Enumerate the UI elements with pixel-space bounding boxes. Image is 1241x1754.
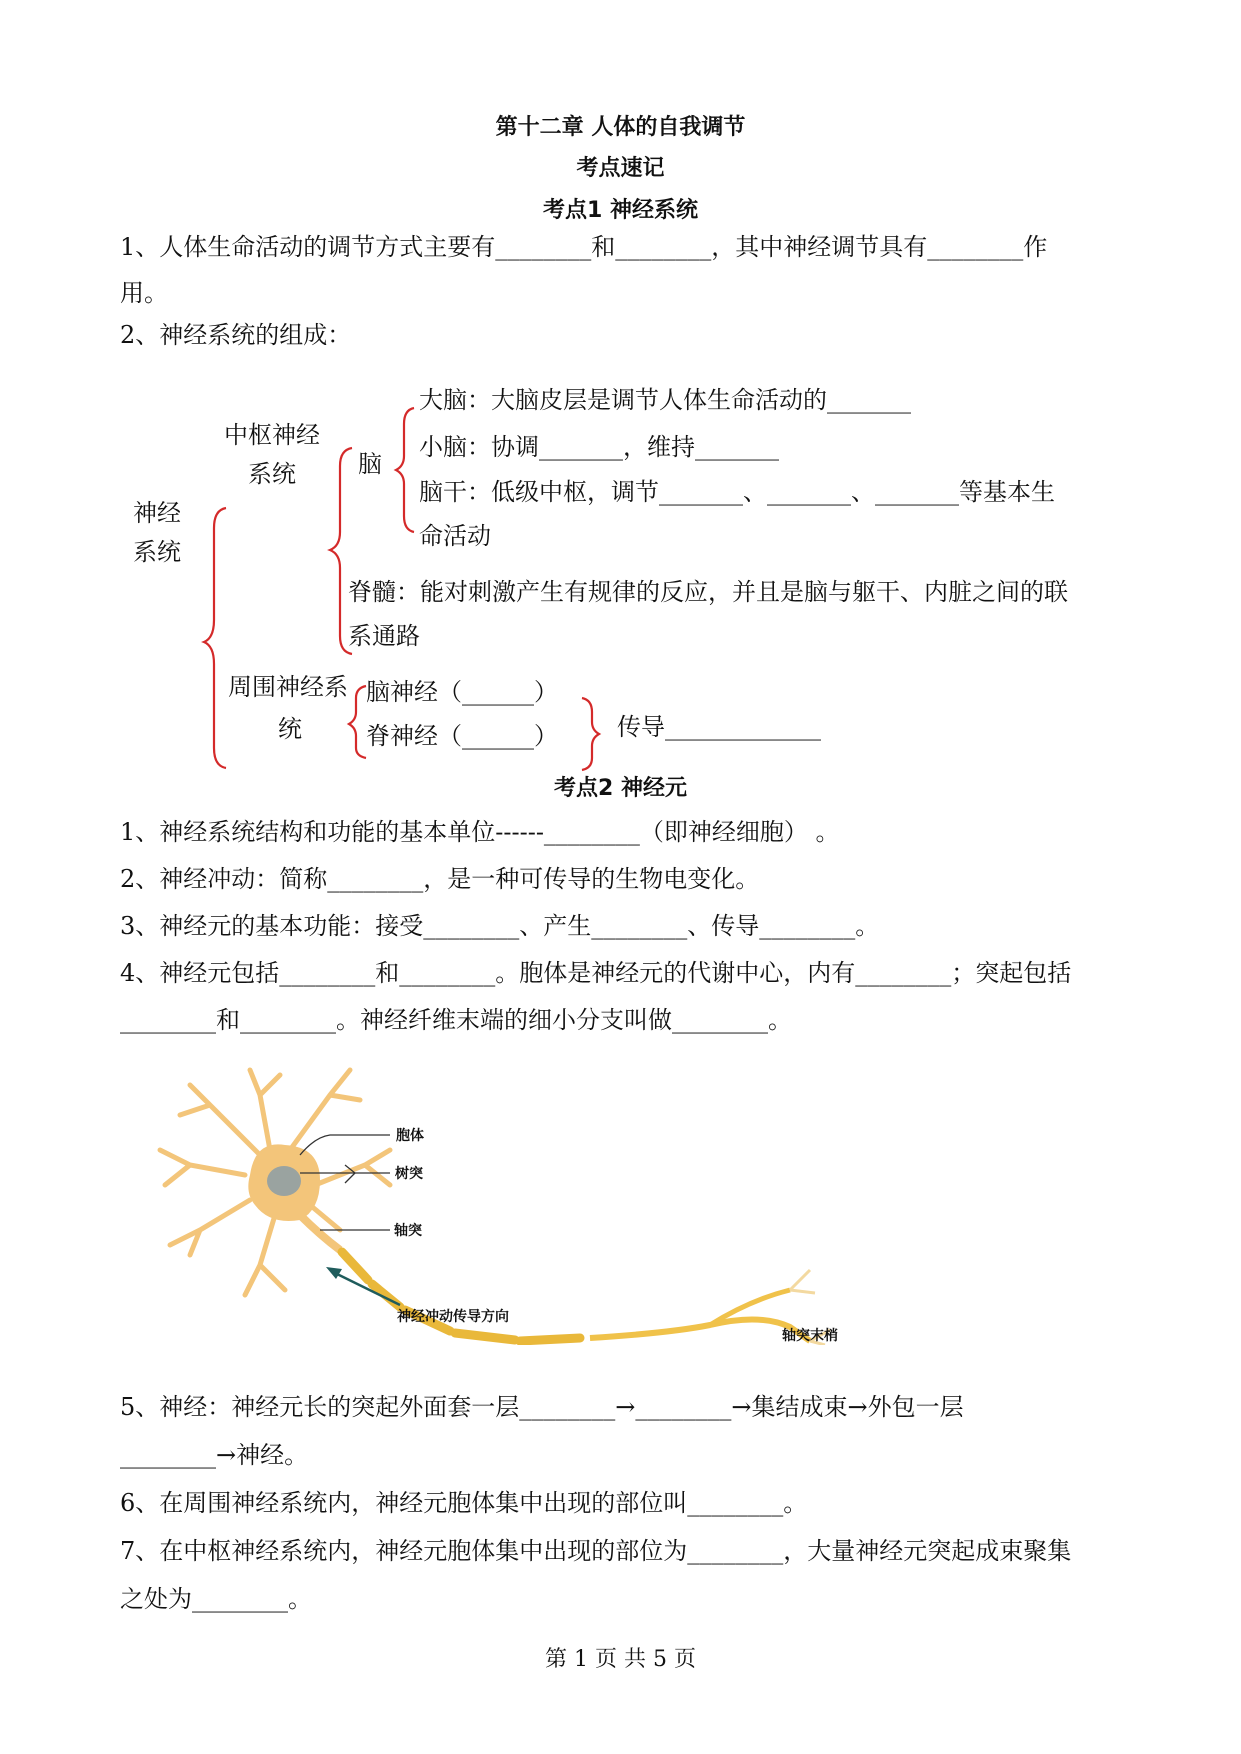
diagram-central-line1: 中枢神经: [224, 421, 320, 449]
chapter-title: 第十二章 人体的自我调节: [495, 115, 746, 140]
s1-question-1-line2: 用。: [120, 279, 168, 307]
diagram-cerebrum: 大脑：大脑皮层是调节人体生命活动的_______: [419, 386, 911, 414]
diagram-braces: [0, 0, 1241, 800]
s2-question-1: 1、神经系统结构和功能的基本单位------________（即神经细胞） 。: [120, 818, 840, 846]
brace-peripheral: [349, 686, 366, 758]
neuron-figure: [150, 1055, 890, 1345]
brace-central: [330, 448, 352, 654]
figure-label-dendrite: 树突: [395, 1166, 423, 1182]
diagram-root-line2: 系统: [133, 538, 181, 566]
neuron-axon: [590, 1319, 810, 1341]
neuron-axon-hillock: [300, 1215, 340, 1250]
diagram-spinal-nerve: 脊神经（______）: [366, 722, 558, 750]
diagram-cranial-nerve: 脑神经（______）: [366, 678, 558, 706]
section2-title: 考点2 神经元: [554, 776, 687, 801]
neuron-myelin-sheath: [342, 1252, 580, 1341]
s2-question-4-line1: 4、神经元包括________和________。胞体是神经元的代谢中心，内有________；突起包括: [120, 959, 1072, 987]
brace-brain: [396, 408, 414, 532]
neuron-nucleus: [267, 1166, 301, 1196]
brace-root: [204, 508, 226, 768]
diagram-brainstem-line1: 脑干：低级中枢，调节_______、_______、_______等基本生: [419, 478, 1055, 506]
s2-question-7-line2: 之处为________。: [120, 1585, 312, 1613]
diagram-central-line2: 系统: [248, 460, 296, 488]
diagram-peripheral-line2: 统: [278, 715, 302, 743]
s2-question-7-line1: 7、在中枢神经系统内，神经元胞体集中出现的部位为________，大量神经元突起成束聚集: [120, 1537, 1072, 1565]
s1-question-2: 2、神经系统的组成：: [120, 321, 352, 349]
s2-question-6: 6、在周围神经系统内，神经元胞体集中出现的部位叫________。: [120, 1489, 808, 1517]
s2-question-5-line1: 5、神经：神经元长的突起外面套一层________→________→集结成束→外包一层: [120, 1393, 964, 1421]
brace-nerves-right: [582, 698, 599, 770]
figure-label-axon-terminal: 轴突末梢: [782, 1328, 838, 1344]
diagram-spinal-cord-line1: 脊髓：能对刺激产生有规律的反应，并且是脑与躯干、内脏之间的联: [348, 578, 1068, 606]
diagram-cerebellum: 小脑：协调_______，维持_______: [419, 433, 779, 461]
diagram-brainstem-line2: 命活动: [419, 522, 491, 550]
s1-question-1-line1: 1、人体生命活动的调节方式主要有________和________，其中神经调节具有________作: [120, 233, 1048, 261]
s2-question-4-line2: ________和________。神经纤维末端的细小分支叫做________。: [120, 1006, 792, 1034]
figure-label-cell-body: 胞体: [396, 1128, 424, 1144]
page-subtitle: 考点速记: [576, 156, 665, 181]
diagram-root-line1: 神经: [133, 499, 181, 527]
diagram-peripheral-line1: 周围神经系: [228, 673, 348, 701]
diagram-conduct: 传导_____________: [617, 713, 821, 741]
s2-question-5-line2: ________→神经。: [120, 1441, 309, 1469]
diagram-brain: 脑: [358, 450, 382, 478]
s2-question-3: 3、神经元的基本功能：接受________、产生________、传导________。: [120, 912, 880, 940]
section1-title: 考点1 神经系统: [543, 198, 698, 223]
figure-label-axon: 轴突: [394, 1223, 422, 1239]
page-footer: 第 1 页 共 5 页: [545, 1647, 696, 1672]
s2-question-2: 2、神经冲动：简称________，是一种可传导的生物电变化。: [120, 865, 760, 893]
figure-label-direction: 神经冲动传导方向: [397, 1309, 509, 1325]
diagram-spinal-cord-line2: 系通路: [348, 622, 420, 650]
